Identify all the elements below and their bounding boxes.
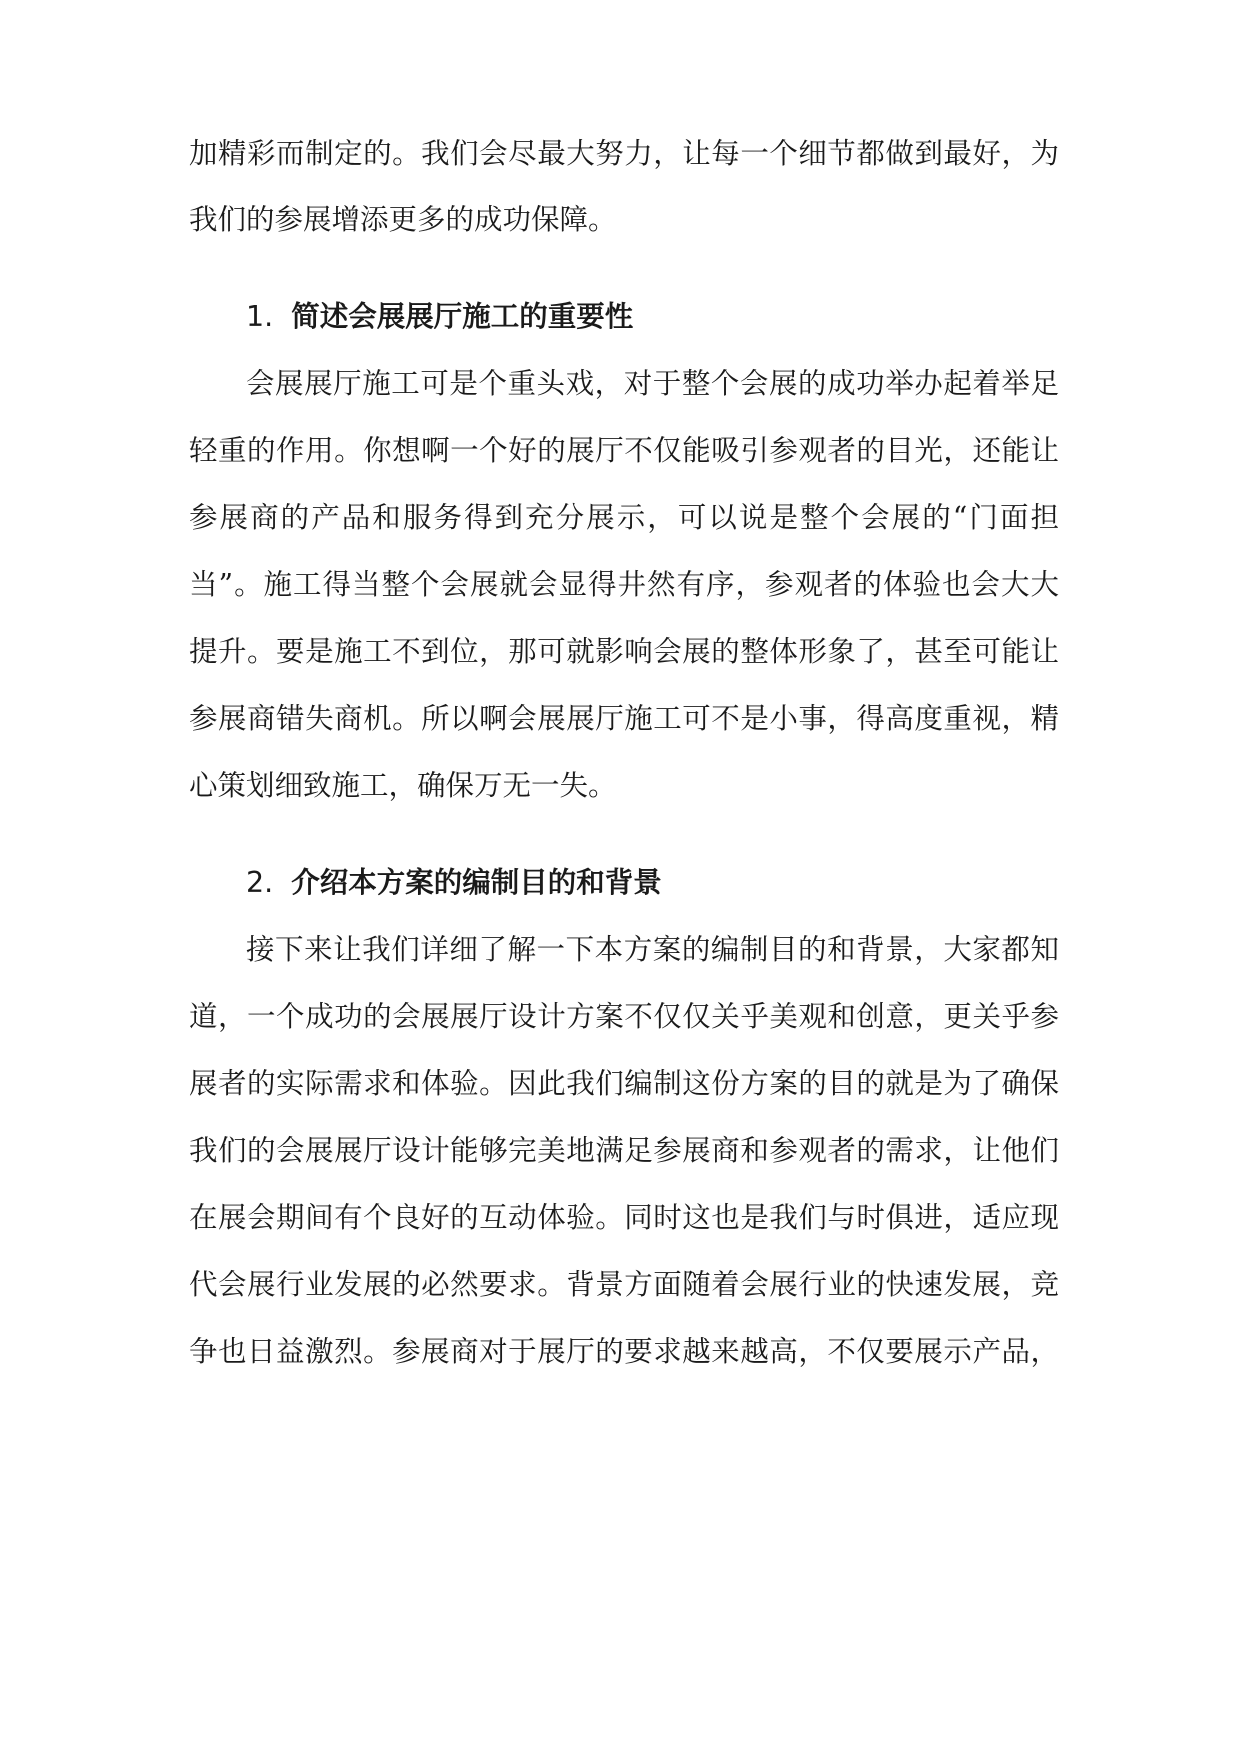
section-1-line-6: 参展商错失商机。所以啊会展展厅施工可不是小事，得高度重视，精 bbox=[189, 702, 1059, 735]
section-2-line-1: 接下来让我们详细了解一下本方案的编制目的和背景，大家都知 bbox=[246, 933, 1059, 966]
section-1-title: 简述会展展厅施工的重要性 bbox=[291, 300, 634, 333]
section-2-number: 2. bbox=[246, 866, 274, 899]
intro-line-1: 加精彩而制定的。我们会尽最大努力，让每一个细节都做到最好，为 bbox=[189, 137, 1059, 170]
intro-line-2: 我们的参展增添更多的成功保障。 bbox=[189, 203, 617, 236]
section-2-title: 介绍本方案的编制目的和背景 bbox=[291, 866, 662, 899]
section-2-line-7: 争也日益激烈。参展商对于展厅的要求越来越高，不仅要展示产品， bbox=[189, 1335, 1059, 1368]
section-1-line-7: 心策划细致施工，确保万无一失。 bbox=[189, 769, 617, 802]
section-2-line-4: 我们的会展展厅设计能够完美地满足参展商和参观者的需求，让他们 bbox=[189, 1134, 1059, 1167]
section-1-line-5: 提升。要是施工不到位，那可就影响会展的整体形象了，甚至可能让 bbox=[189, 635, 1059, 668]
section-1-line-4: 当”。施工得当整个会展就会显得井然有序，参观者的体验也会大大 bbox=[189, 568, 1059, 601]
section-1-number: 1. bbox=[246, 300, 274, 333]
section-1-line-3: 参展商的产品和服务得到充分展示，可以说是整个会展的“门面担 bbox=[189, 501, 1059, 534]
section-2-line-6: 代会展行业发展的必然要求。背景方面随着会展行业的快速发展，竞 bbox=[189, 1268, 1059, 1301]
section-1-line-2: 轻重的作用。你想啊一个好的展厅不仅能吸引参观者的目光，还能让 bbox=[189, 434, 1059, 467]
section-1-line-1: 会展展厅施工可是个重头戏，对于整个会展的成功举办起着举足 bbox=[246, 367, 1059, 400]
section-2-line-2: 道，一个成功的会展展厅设计方案不仅仅关乎美观和创意，更关乎参 bbox=[189, 1000, 1059, 1033]
section-1-heading bbox=[246, 297, 633, 337]
section-2-line-3: 展者的实际需求和体验。因此我们编制这份方案的目的就是为了确保 bbox=[189, 1067, 1059, 1100]
section-2-line-5: 在展会期间有个良好的互动体验。同时这也是我们与时俱进，适应现 bbox=[189, 1201, 1059, 1234]
section-2-heading bbox=[246, 863, 662, 903]
